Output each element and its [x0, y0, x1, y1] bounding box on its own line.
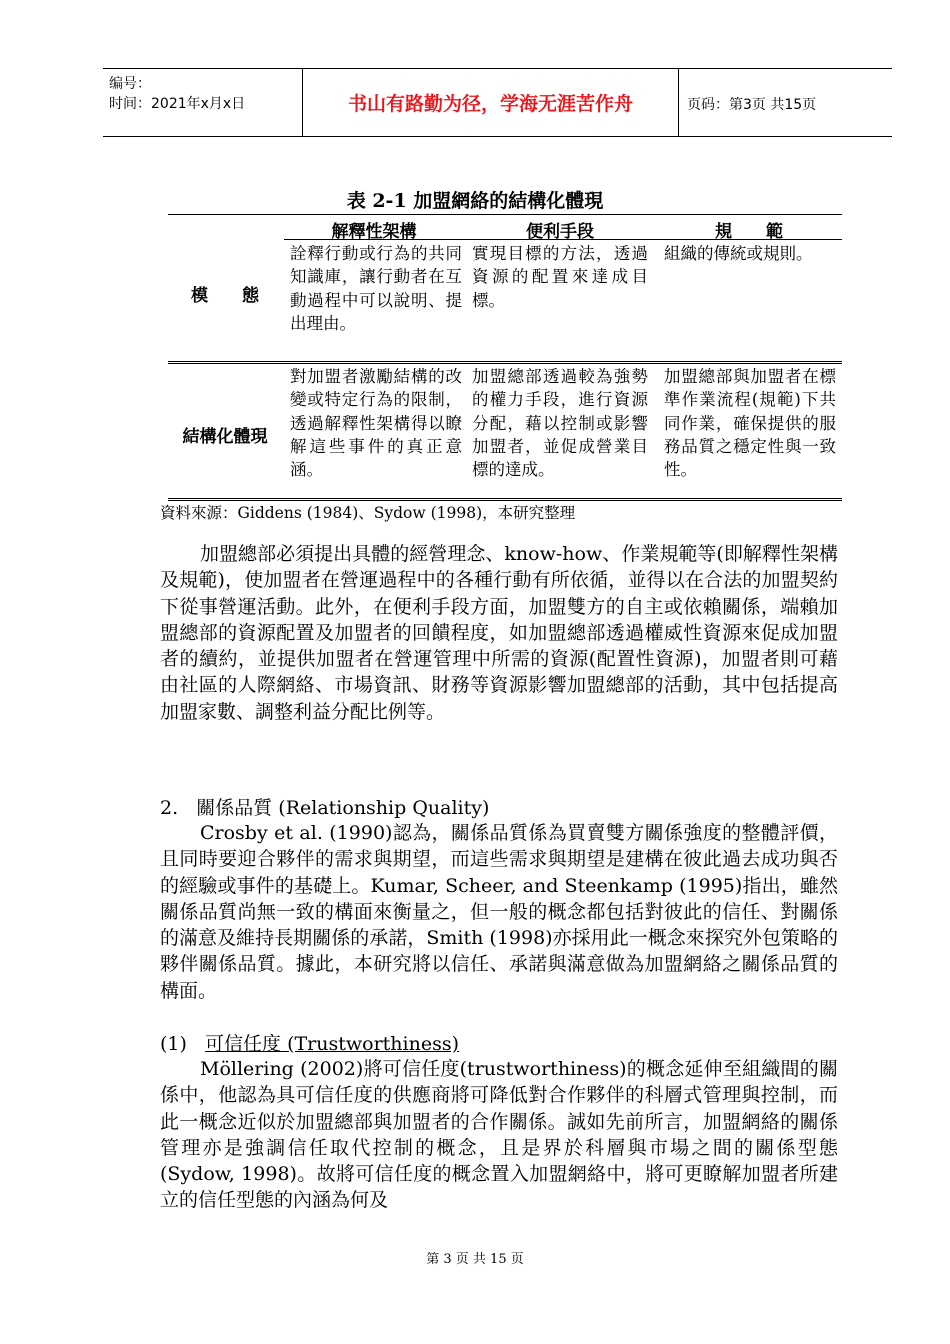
table-cell: 加盟總部與加盟者在標準作業流程(規範)下共同作業，確保提供的服務品質之穩定性與一致性。 [664, 367, 836, 480]
header-left-cell [103, 69, 303, 136]
subsection-heading-trustworthiness [160, 1029, 459, 1056]
table-cell: 詮釋行動或行為的共同知識庫，讓行動者在互動過程中可以說明、提出理由。 [290, 244, 462, 333]
row-header-modality: 模 態 [191, 286, 259, 306]
row-header-structuration: 結構化體現 [182, 427, 268, 447]
table-cell: 組織的傳統或規則。 [664, 244, 813, 263]
paragraph-trustworthiness: Möllering (2002)將可信任度(trustworthiness)的概念延伸至組織間的關係中，他認為具可信任度的供應商將可降低對合作夥伴的科層式管理與控制，而此一概念近似於加盟總部與加盟者的合作關係。誠如先前所言，加盟網絡的關係管理亦是強調信任取代控制的概念，且是界於科層與市場之間的關係型態(Sydow, 1998)。故將可信任度的概念置入加盟網絡中，將可更瞭解加盟者所建立的信任型態的內涵為何及 [160, 1058, 838, 1212]
subsection-number: (1) [160, 1033, 187, 1055]
document-time-label: 时间：2021年x月x日 [109, 96, 246, 112]
header-center-cell [303, 69, 679, 136]
page-footer: 第 3 页 共 15 页 [426, 1252, 524, 1267]
subsection-title: 可信任度 (Trustworthiness) [205, 1033, 460, 1055]
table-top-rule [168, 214, 842, 215]
column-header-norm: 規 範 [715, 222, 783, 242]
table-cell: 對加盟者激勵結構的改變或特定行為的限制，透過解釋性架構得以瞭解這些事件的真正意涵。 [290, 367, 462, 480]
column-header-interpretive: 解釋性架構 [331, 222, 417, 242]
section-number: 2. [160, 797, 179, 819]
table-cell: 加盟總部透過較為強勢的權力手段，進行資源分配，藉以控制或影響加盟者，並促成營業目標的達成。 [472, 367, 648, 480]
table-source-note: 資料來源：Giddens (1984)、Sydow (1998)，本研究整理 [160, 504, 576, 522]
column-header-facility: 便利手段 [526, 222, 594, 242]
section-title: 關係品質 (Relationship Quality) [196, 797, 490, 819]
document-number-label: 编号： [109, 76, 151, 92]
table-caption: 表 2-1 加盟網絡的結構化體現 [346, 190, 604, 212]
paragraph-relationship-quality: Crosby et al. (1990)認為，關係品質係為買賣雙方關係強度的整體評價，且同時要迎合夥伴的需求與期望，而這些需求與期望是建構在彼此過去成功與否的經驗或事件的基礎上。Kumar, Scheer, and Steenkamp (1995)指出，雖然關係品質尚無一致的構面來衡量之，但一般的概念都包括對彼此的信任、對關係的滿意及維持長期關係的承諾，Smith (1998)亦採用此一概念來探究外包策略的夥伴關係品質。據此，本研究將以信任、承諾與滿意做為加盟網絡之關係品質的構面。 [160, 822, 838, 1002]
header-page-label: 页码：第3页 共15页 [687, 97, 817, 113]
table-middle-rule [168, 361, 842, 364]
header-motto: 书山有路勤为径，学海无涯苦作舟 [347, 93, 633, 115]
header-right-cell [679, 69, 892, 136]
paragraph-franchise-headquarters: 加盟總部必須提出具體的經營理念、know-how、作業規範等(即解釋性架構及規範)，使加盟者在營運過程中的各種行動有所依循，並得以在合法的加盟契約下從事營運活動。此外，在便利手段方面，加盟雙方的自主或依賴關係，端賴加盟總部的資源配置及加盟者的回饋程度，如加盟總部透過權威性資源來促成加盟者的續約，並提供加盟者在營運管理中所需的資源(配置性資源)，加盟者則可藉由社區的人際網絡、市場資訊、財務等資源影響加盟總部的活動，其中包括提高加盟家數、調整利益分配比例等。 [160, 543, 838, 723]
section-heading-relationship-quality [160, 793, 489, 820]
table-cell: 實現目標的方法，透過資源的配置來達成目標。 [472, 244, 648, 310]
page-header [103, 68, 892, 137]
table-header-rule [284, 239, 842, 240]
